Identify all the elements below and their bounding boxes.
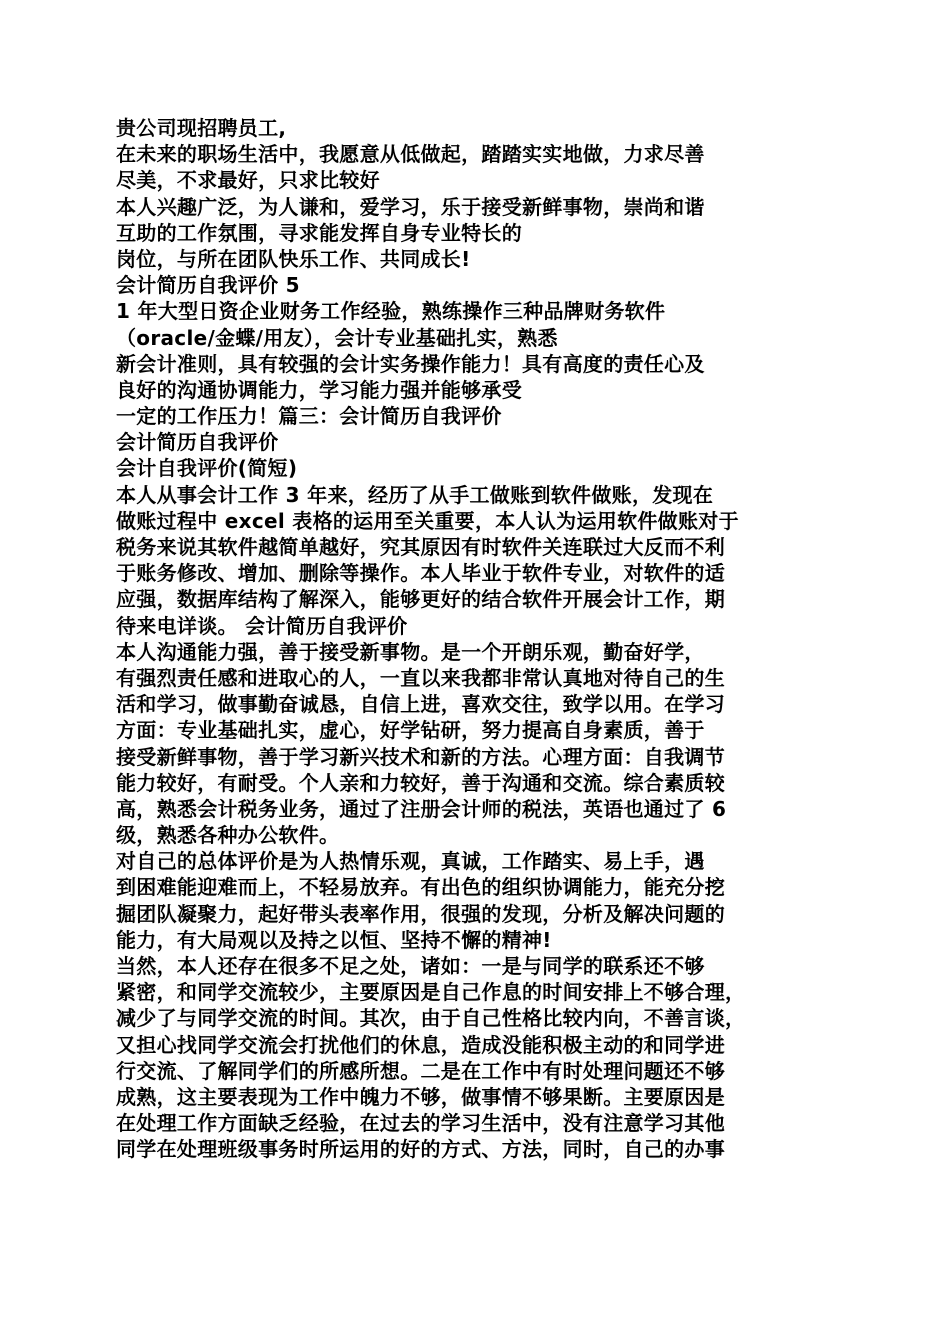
text-line: 同学在处理班级事务时所运用的好的方式、方法，同时，自己的办事 [116,1137,725,1162]
text-line: 贵公司现招聘员工, [116,116,287,140]
text-line: 紧密，和同学交流较少，主要原因是自己作息的时间安排上不够合理， [116,980,746,1005]
text-line: 减少了与同学交流的时间。其次，由于自己性格比较内向，不善言谈， [116,1006,746,1031]
text-line: 做账过程中 excel 表格的运用至关重要，本人认为运用软件做账对于 [116,508,739,533]
text-line: 行交流、了解同学们的所感所想。二是在工作中有时处理问题还不够 [116,1058,725,1083]
text-line: 于账务修改、增加、删除等操作。本人毕业于软件专业，对软件的适 [116,561,725,586]
text-line: 能力较好，有耐受。个人亲和力较好，善于沟通和交流。综合素质较 [116,770,725,795]
text-line: 会计简历自我评价 5 [116,273,300,298]
text-line: 本人兴趣广泛，为人谦和，爱学习，乐于接受新鲜事物，崇尚和谐 [116,194,705,219]
text-line: 方面：专业基础扎实，虚心，好学钻研，努力提高自身素质，善于 [116,718,705,743]
text-line: 有强烈责任感和进取心的人，一直以来我都非常认真地对待自己的生 [116,665,725,690]
text-line: 岗位，与所在团队快乐工作、共同成长! [116,246,471,271]
text-line: 新会计准则，具有较强的会计实务操作能力！具有高度的责任心及 [116,351,705,376]
text-line: 1 年大型日资企业财务工作经验，熟练操作三种品牌财务软件 [116,299,666,324]
text-line: 本人沟通能力强，善于接受新事物。是一个开朗乐观，勤奋好学， [116,639,705,664]
text-line: 又担心找同学交流会打扰他们的休息，造成没能积极主动的和同学进 [116,1032,725,1057]
text-line: 会计简历自我评价 [116,430,279,455]
text-line: 当然，本人还存在很多不足之处，诸如：一是与同学的联系还不够 [116,954,705,978]
text-line: 活和学习，做事勤奋诚恳，自信上进，喜欢交往，致学以用。在学习 [116,692,725,717]
text-line: 税务来说其软件越简单越好，究其原因有时软件关连联过大反而不利 [116,535,725,559]
text-line: 高，熟悉会计税务业务，通过了注册会计师的税法，英语也通过了 6 [116,796,727,821]
text-line: 良好的沟通协调能力，学习能力强并能够承受 [116,377,522,402]
text-line: 待来电详谈。 会计简历自我评价 [116,613,408,638]
text-line: 在处理工作方面缺乏经验，在过去的学习生活中，没有注意学习其他 [116,1111,725,1136]
text-line: 尽美，不求最好，只求比较好 [116,168,380,193]
text-line: 接受新鲜事物，善于学习新兴技术和新的方法。心理方面：自我调节 [116,744,725,769]
text-line: 对自己的总体评价是为人热情乐观，真诚，工作踏实、易上手，遇 [116,849,705,874]
text-line: 级，熟悉各种办公软件。 [116,823,340,848]
text-line: 应强，数据库结构了解深入，能够更好的结合软件开展会计工作，期 [116,587,725,612]
text-line: 互助的工作氛围，寻求能发挥自身专业特长的 [116,220,522,245]
text-line: 掘团队凝聚力，起好带头表率作用，很强的发现，分析及解决问题的 [116,901,725,926]
text-line: 一定的工作压力！篇三：会计简历自我评价 [116,404,502,429]
text-line: （oracle/金蝶/用友），会计专业基础扎实，熟悉 [116,325,558,350]
text-line: 成熟，这主要表现为工作中魄力不够，做事情不够果断。主要原因是 [116,1084,725,1109]
text-line: 在未来的职场生活中，我愿意从低做起，踏踏实实地做，力求尽善 [116,142,705,167]
document-body-text [116,115,840,1163]
text-line: 会计自我评价(简短) [116,456,298,481]
text-line: 本人从事会计工作 3 年来，经历了从手工做账到软件做账，发现在 [116,482,714,507]
text-line: 到困难能迎难而上，不轻易放弃。有出色的组织协调能力，能充分挖 [116,875,725,900]
text-line: 能力，有大局观以及持之以恒、坚持不懈的精神! [116,927,552,952]
